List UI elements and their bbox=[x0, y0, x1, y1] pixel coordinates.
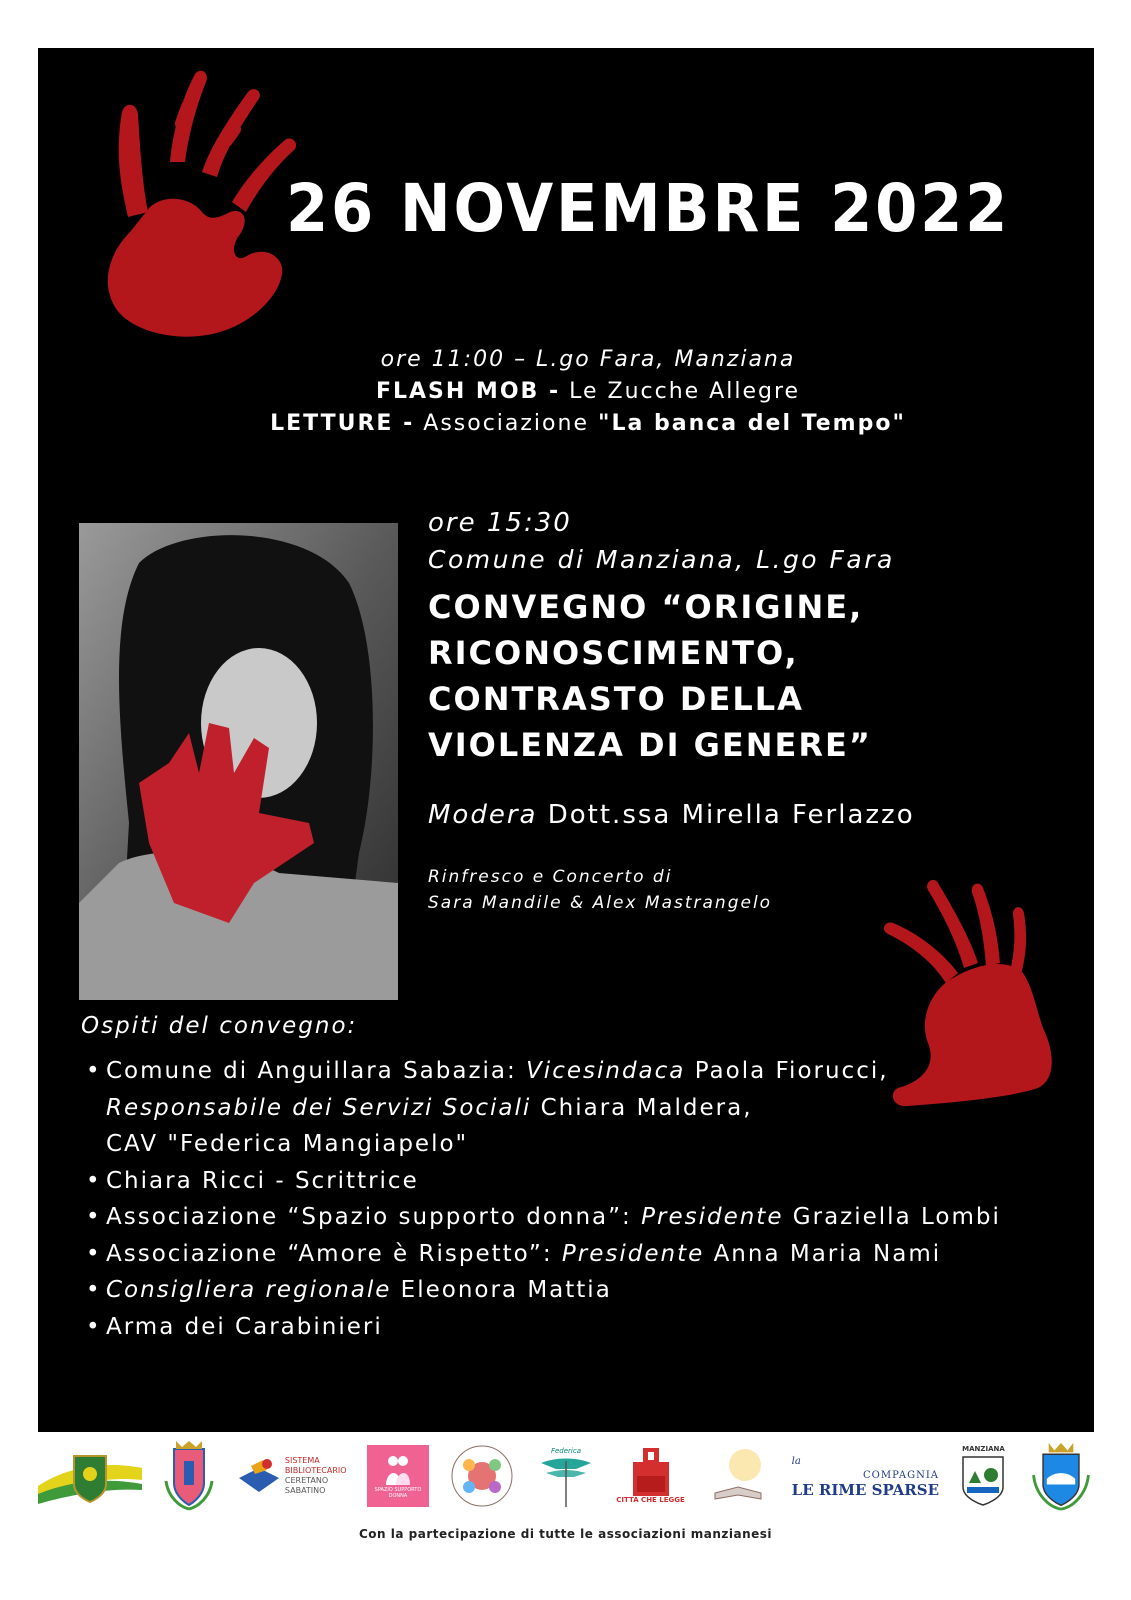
readings-association: Associazione bbox=[423, 411, 589, 436]
morning-program bbox=[258, 344, 918, 440]
guest-role: Responsabile dei Servizi Sociali bbox=[106, 1094, 532, 1121]
concert-line: Rinfresco e Concerto di bbox=[428, 867, 673, 887]
moderator-label: Modera bbox=[428, 800, 538, 830]
poster bbox=[38, 48, 1094, 1432]
guest-item bbox=[81, 1199, 1081, 1236]
guest-role: Vicesindaca bbox=[526, 1058, 686, 1084]
afternoon-time: ore 15:30 bbox=[428, 508, 572, 538]
guest-text: Associazione “Amore è Rispetto”: bbox=[106, 1240, 553, 1267]
conference-title-line: VIOLENZA DI GENERE” bbox=[428, 726, 872, 764]
voce-libro-logo bbox=[705, 1441, 771, 1511]
readings-label: LETTURE - bbox=[270, 411, 415, 436]
guest-role: Consigliera regionale bbox=[106, 1277, 392, 1303]
guest-item bbox=[81, 1236, 1081, 1273]
flash-mob-value: Le Zucche Allegre bbox=[569, 379, 801, 404]
guest-text: Anna Maria Nami bbox=[713, 1240, 942, 1267]
book-icon bbox=[237, 1458, 281, 1494]
guest-list bbox=[81, 1013, 1081, 1345]
sistema-bibliotecario-logo bbox=[237, 1441, 347, 1511]
guest-item bbox=[81, 1053, 1081, 1163]
guest-text: CAV "Federica Mangiapelo" bbox=[106, 1131, 469, 1157]
citta-logo-text: CITTÀ CHE LEGGE bbox=[616, 1496, 685, 1504]
comune-crest-logo bbox=[1028, 1441, 1094, 1511]
readings-line bbox=[258, 408, 918, 440]
footer-credits: Con la partecipazione di tutte le associazioni manzianesi bbox=[358, 1527, 773, 1541]
afternoon-place: Comune di Manziana, L.go Fara bbox=[428, 545, 895, 574]
manziana-logo bbox=[959, 1441, 1007, 1511]
logo-text-line: SISTEMA bbox=[284, 1456, 320, 1465]
event-date: 26 NOVEMBRE 2022 bbox=[286, 170, 1011, 247]
building-icon bbox=[623, 1448, 679, 1496]
guest-item bbox=[81, 1163, 1081, 1200]
conference-title-line: CONTRASTO DELLA bbox=[428, 680, 804, 718]
manziana-logo-text: MANZIANA bbox=[962, 1445, 1005, 1453]
citta-che-legge-logo bbox=[616, 1441, 685, 1511]
flash-mob-line bbox=[258, 376, 918, 408]
spazio-supporto-donna-logo bbox=[367, 1445, 429, 1507]
le-rime-sparse-logo bbox=[792, 1441, 939, 1511]
woman-photo bbox=[79, 523, 398, 1000]
logo-text-line: CERETANO bbox=[284, 1476, 329, 1485]
amore-e-rispetto-logo bbox=[449, 1441, 515, 1511]
guests-heading: Ospiti del convegno: bbox=[81, 1013, 358, 1039]
rime-name: LE RIME SPARSE bbox=[791, 1481, 940, 1499]
guest-text: Arma dei Carabinieri bbox=[106, 1313, 383, 1340]
rime-compagnia: COMPAGNIA bbox=[862, 1470, 940, 1481]
guest-text: Chiara Maldera, bbox=[540, 1094, 753, 1121]
guest-role: Presidente bbox=[561, 1240, 705, 1267]
moderator-line bbox=[428, 800, 1048, 830]
conference-title-line: RICONOSCIMENTO, bbox=[428, 634, 799, 672]
spazio-logo-text: SPAZIO SUPPORTO DONNA bbox=[374, 1487, 422, 1499]
guest-text: Eleonora Mattia bbox=[400, 1277, 612, 1303]
red-handprint-icon bbox=[70, 62, 310, 342]
morning-time-place: ore 11:00 – L.go Fara, Manziana bbox=[380, 347, 796, 372]
rime-la: la bbox=[791, 1456, 801, 1467]
concert-line: Sara Mandile & Alex Mastrangelo bbox=[428, 893, 773, 913]
conference-title bbox=[428, 584, 1048, 768]
guest-role: Presidente bbox=[641, 1204, 784, 1230]
guest-text: Chiara Ricci - Scrittrice bbox=[106, 1167, 419, 1194]
conference-title-line: CONVEGNO “ORIGINE, bbox=[428, 588, 864, 626]
logo-text-line: SABATINO bbox=[284, 1486, 326, 1495]
guest-text: Graziella Lombi bbox=[792, 1204, 1001, 1230]
anguillara-crest-logo bbox=[38, 1441, 142, 1511]
manziana-crest-icon bbox=[959, 1453, 1007, 1507]
sponsor-logos bbox=[38, 1438, 1094, 1514]
logo-text-line: BIBLIOTECARIO bbox=[284, 1466, 347, 1475]
guest-text: Comune di Anguillara Sabazia: bbox=[106, 1058, 517, 1084]
municipal-crest-logo bbox=[162, 1441, 216, 1511]
moderator-name: Dott.ssa Mirella Ferlazzo bbox=[547, 800, 915, 830]
guest-item bbox=[81, 1272, 1081, 1309]
sistema-bibliotecario-text bbox=[285, 1456, 347, 1496]
guest-text: Associazione “Spazio supporto donna”: bbox=[106, 1204, 632, 1230]
flash-mob-label: FLASH MOB - bbox=[375, 379, 561, 404]
afternoon-program bbox=[428, 504, 1048, 916]
federica-mangiapelo-logo bbox=[536, 1441, 596, 1511]
readings-association-name: "La banca del Tempo" bbox=[598, 411, 906, 436]
guest-item bbox=[81, 1309, 1081, 1346]
svg-text:Federica: Federica bbox=[550, 1447, 581, 1455]
women-icon bbox=[383, 1453, 413, 1487]
guest-text: Paola Fiorucci, bbox=[694, 1058, 889, 1084]
